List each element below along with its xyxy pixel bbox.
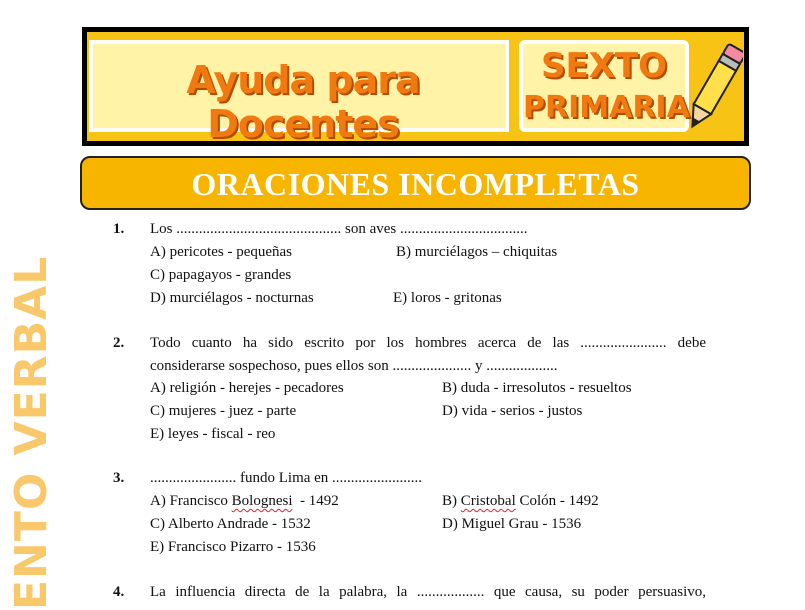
level-label: PRIMARIA: [523, 90, 690, 125]
brand-box: [89, 40, 509, 146]
question-3-option-a-name: Bolognesi: [231, 493, 293, 509]
question-3-option-a-prefix: A) Francisco: [150, 493, 232, 509]
question-1-option-b: B) murciélagos – chiquitas: [396, 244, 558, 260]
question-2-option-d: D) vida - serios - justos: [442, 403, 583, 419]
question-1-option-e: E) loros - gritonas: [393, 290, 502, 306]
brand-logo-text: Ayuda para Docentes: [186, 58, 420, 146]
question-1-option-c: C) papagayos - grandes: [150, 267, 292, 283]
side-watermark-label: ENTO VERBAL: [6, 255, 57, 610]
header-banner: [82, 27, 749, 146]
question-2-stem-line1: Todo cuanto ha sido escrito por los hombres acerca de las ....................... debe: [150, 335, 706, 351]
question-2-option-c: C) mujeres - juez - parte: [150, 403, 297, 419]
question-3-stem: ....................... fundo Lima en ........................: [150, 470, 423, 486]
question-4-number: 4.: [113, 584, 125, 600]
question-2-option-e: E) leyes - fiscal - reo: [150, 426, 276, 442]
question-3-option-b: [442, 493, 599, 510]
question-2-number: 2.: [113, 335, 125, 351]
question-1-option-a: A) pericotes - pequeñas: [150, 244, 293, 260]
question-3-option-c: C) Alberto Andrade - 1532: [150, 516, 311, 532]
question-3-option-a: [150, 493, 339, 510]
question-3-option-b-prefix: B): [442, 493, 461, 509]
question-3-number: 3.: [113, 470, 125, 486]
question-3-option-b-suffix: Colón - 1492: [515, 493, 599, 509]
question-1-number: 1.: [113, 221, 125, 237]
grade-label: SEXTO: [540, 46, 668, 86]
question-3-option-d: D) Miguel Grau - 1536: [442, 516, 582, 532]
question-2-option-b: B) duda - irresolutos - resueltos: [442, 380, 632, 396]
pencil-icon: [685, 32, 743, 141]
worksheet-title-bar: [80, 156, 751, 210]
question-1-stem: Los ............................................ son aves ..................................: [150, 221, 528, 237]
grade-box: [519, 40, 689, 132]
question-3-option-b-name: Cristobal: [460, 493, 516, 509]
question-3-option-a-suffix: - 1492: [292, 493, 339, 509]
question-3-option-e: E) Francisco Pizarro - 1536: [150, 539, 316, 555]
question-1-option-d: D) murciélagos - nocturnas: [150, 290, 314, 306]
question-2-option-a: A) religión - herejes - pecadores: [150, 380, 344, 396]
header-banner-inner: [87, 32, 744, 146]
question-4-stem: La influencia directa de la palabra, la .................. que causa, su poder persuasivo,: [150, 584, 706, 600]
worksheet-title: ORACIONES INCOMPLETAS: [191, 166, 640, 202]
question-2-stem-line2: considerarse sospechoso, pues ellos son ..................... y ...................: [150, 358, 558, 374]
